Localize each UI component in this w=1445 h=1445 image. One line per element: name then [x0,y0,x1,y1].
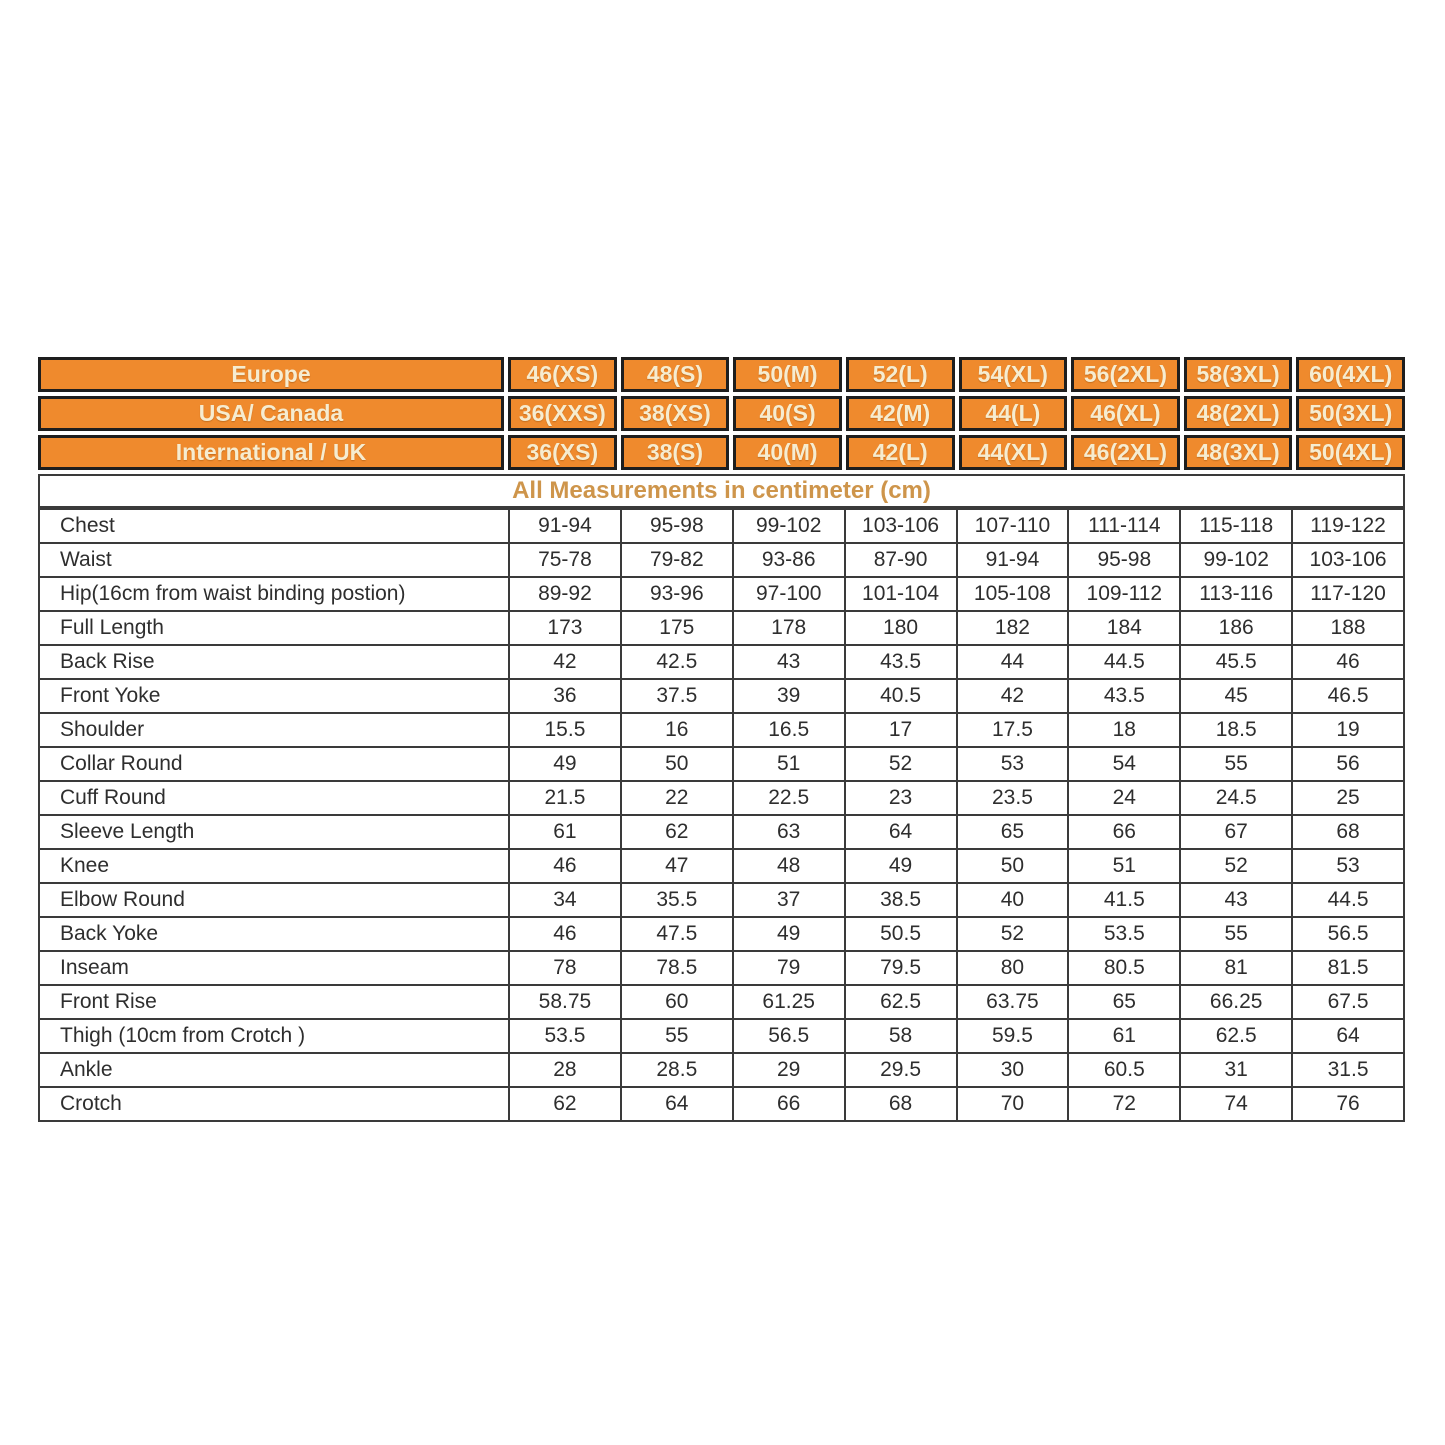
measurement-value-cell: 50 [621,747,733,781]
measurement-value-cell: 43.5 [845,645,957,679]
measurement-row [39,815,1404,849]
measurement-value-cell: 37.5 [621,679,733,713]
measurement-value-cell: 81.5 [1292,951,1404,985]
measurement-value-cell: 188 [1292,611,1404,645]
measurement-value-cell: 79.5 [845,951,957,985]
measurement-value-cell: 78.5 [621,951,733,985]
measurement-value-cell: 22 [621,781,733,815]
measurement-value-cell: 68 [845,1087,957,1121]
header-size-cell: 42(L) [846,435,955,470]
header-size-cell: 38(XS) [621,396,730,431]
header-size-cell: 52(L) [846,357,955,392]
measurement-row [39,917,1404,951]
measurement-value-cell: 65 [957,815,1069,849]
header-size-cell: 38(S) [621,435,730,470]
measurement-value-cell: 95-98 [621,509,733,543]
measurement-value-cell: 37 [733,883,845,917]
measurement-value-cell: 17.5 [957,713,1069,747]
measurement-value-cell: 56.5 [733,1019,845,1053]
measurement-value-cell: 34 [509,883,621,917]
header-size-cell: 46(XL) [1071,396,1180,431]
measurement-value-cell: 44.5 [1292,883,1404,917]
measurement-value-cell: 43.5 [1068,679,1180,713]
measurement-label-cell: Front Yoke [39,679,509,713]
measurement-unit-note: All Measurements in centimeter (cm) [38,474,1405,508]
measurement-value-cell: 52 [957,917,1069,951]
measurement-value-cell: 79 [733,951,845,985]
measurement-label-cell: Elbow Round [39,883,509,917]
measurement-value-cell: 60.5 [1068,1053,1180,1087]
measurement-value-cell: 18.5 [1180,713,1292,747]
measurement-value-cell: 58 [845,1019,957,1053]
measurements-table [38,508,1405,1122]
measurement-value-cell: 35.5 [621,883,733,917]
measurement-value-cell: 22.5 [733,781,845,815]
measurement-value-cell: 16.5 [733,713,845,747]
measurement-value-cell: 184 [1068,611,1180,645]
measurement-value-cell: 53 [957,747,1069,781]
measurement-value-cell: 45.5 [1180,645,1292,679]
measurement-value-cell: 46 [509,917,621,951]
measurement-value-cell: 119-122 [1292,509,1404,543]
measurement-value-cell: 62 [621,815,733,849]
measurement-value-cell: 105-108 [957,577,1069,611]
header-size-cell: 60(4XL) [1296,357,1405,392]
measurement-value-cell: 51 [1068,849,1180,883]
measurement-value-cell: 182 [957,611,1069,645]
measurement-value-cell: 46 [509,849,621,883]
measurement-label-cell: Cuff Round [39,781,509,815]
measurement-value-cell: 58.75 [509,985,621,1019]
header-size-cell: 48(2XL) [1184,396,1293,431]
measurement-label-cell: Collar Round [39,747,509,781]
measurement-value-cell: 24 [1068,781,1180,815]
measurement-value-cell: 48 [733,849,845,883]
measurement-value-cell: 117-120 [1292,577,1404,611]
measurement-value-cell: 53.5 [509,1019,621,1053]
measurement-row [39,985,1404,1019]
header-size-cell: 48(S) [621,357,730,392]
measurement-value-cell: 52 [1180,849,1292,883]
measurement-value-cell: 24.5 [1180,781,1292,815]
measurement-value-cell: 101-104 [845,577,957,611]
measurement-row [39,1087,1404,1121]
measurement-value-cell: 60 [621,985,733,1019]
measurement-row [39,611,1404,645]
measurement-value-cell: 43 [733,645,845,679]
measurement-label-cell: Sleeve Length [39,815,509,849]
measurement-value-cell: 44.5 [1068,645,1180,679]
measurement-value-cell: 79-82 [621,543,733,577]
measurement-value-cell: 115-118 [1180,509,1292,543]
header-size-cell: 50(3XL) [1296,396,1405,431]
measurement-value-cell: 42 [957,679,1069,713]
measurement-value-cell: 64 [1292,1019,1404,1053]
measurement-value-cell: 113-116 [1180,577,1292,611]
measurement-value-cell: 38.5 [845,883,957,917]
measurement-value-cell: 15.5 [509,713,621,747]
measurement-row [39,1053,1404,1087]
measurement-value-cell: 61 [509,815,621,849]
measurement-value-cell: 97-100 [733,577,845,611]
measurement-value-cell: 66 [1068,815,1180,849]
measurement-value-cell: 81 [1180,951,1292,985]
measurement-value-cell: 16 [621,713,733,747]
measurement-value-cell: 25 [1292,781,1404,815]
measurement-value-cell: 51 [733,747,845,781]
measurement-value-cell: 61 [1068,1019,1180,1053]
measurement-value-cell: 93-86 [733,543,845,577]
measurement-value-cell: 49 [509,747,621,781]
measurement-value-cell: 89-92 [509,577,621,611]
measurement-row [39,679,1404,713]
measurement-value-cell: 50 [957,849,1069,883]
measurement-row [39,849,1404,883]
measurement-value-cell: 67 [1180,815,1292,849]
measurement-label-cell: Thigh (10cm from Crotch ) [39,1019,509,1053]
header-size-cell: 46(XS) [508,357,617,392]
measurement-value-cell: 186 [1180,611,1292,645]
measurement-value-cell: 63.75 [957,985,1069,1019]
measurement-value-cell: 59.5 [957,1019,1069,1053]
measurement-value-cell: 55 [1180,747,1292,781]
measurement-value-cell: 93-96 [621,577,733,611]
measurement-value-cell: 66.25 [1180,985,1292,1019]
header-size-cell: 56(2XL) [1071,357,1180,392]
measurement-value-cell: 45 [1180,679,1292,713]
measurement-value-cell: 29 [733,1053,845,1087]
measurement-row [39,509,1404,543]
measurement-value-cell: 109-112 [1068,577,1180,611]
header-size-cell: 36(XXS) [508,396,617,431]
header-size-cell: 36(XS) [508,435,617,470]
measurement-label-cell: Full Length [39,611,509,645]
measurement-row [39,1019,1404,1053]
measurement-label-cell: Back Yoke [39,917,509,951]
measurement-value-cell: 40.5 [845,679,957,713]
measurement-value-cell: 23.5 [957,781,1069,815]
header-size-cell: 40(S) [733,396,842,431]
measurement-value-cell: 67.5 [1292,985,1404,1019]
measurement-value-cell: 49 [845,849,957,883]
header-size-cell: 44(L) [959,396,1068,431]
measurement-value-cell: 29.5 [845,1053,957,1087]
measurement-value-cell: 80.5 [1068,951,1180,985]
header-size-cell: 54(XL) [959,357,1068,392]
measurement-value-cell: 56 [1292,747,1404,781]
measurement-value-cell: 95-98 [1068,543,1180,577]
measurement-value-cell: 91-94 [509,509,621,543]
measurement-row [39,883,1404,917]
measurement-value-cell: 99-102 [1180,543,1292,577]
measurement-value-cell: 36 [509,679,621,713]
size-conversion-header [38,357,1405,470]
measurement-value-cell: 55 [621,1019,733,1053]
measurement-value-cell: 72 [1068,1087,1180,1121]
measurement-value-cell: 63 [733,815,845,849]
header-region-label: Europe [38,357,504,392]
measurement-value-cell: 19 [1292,713,1404,747]
measurement-value-cell: 87-90 [845,543,957,577]
measurement-value-cell: 53 [1292,849,1404,883]
measurement-value-cell: 99-102 [733,509,845,543]
measurement-value-cell: 50.5 [845,917,957,951]
measurement-label-cell: Waist [39,543,509,577]
measurement-label-cell: Knee [39,849,509,883]
measurement-value-cell: 42.5 [621,645,733,679]
measurement-value-cell: 43 [1180,883,1292,917]
measurement-value-cell: 74 [1180,1087,1292,1121]
measurement-value-cell: 68 [1292,815,1404,849]
measurement-label-cell: Hip(16cm from waist binding postion) [39,577,509,611]
header-region-label: USA/ Canada [38,396,504,431]
measurement-value-cell: 65 [1068,985,1180,1019]
measurement-label-cell: Shoulder [39,713,509,747]
measurement-value-cell: 28.5 [621,1053,733,1087]
measurement-value-cell: 46 [1292,645,1404,679]
measurement-value-cell: 30 [957,1053,1069,1087]
header-size-cell: 48(3XL) [1184,435,1293,470]
measurement-row [39,645,1404,679]
measurement-value-cell: 23 [845,781,957,815]
header-size-cell: 50(4XL) [1296,435,1405,470]
measurement-value-cell: 80 [957,951,1069,985]
measurement-label-cell: Inseam [39,951,509,985]
measurement-value-cell: 103-106 [845,509,957,543]
measurement-value-cell: 107-110 [957,509,1069,543]
measurement-value-cell: 55 [1180,917,1292,951]
measurement-value-cell: 31 [1180,1053,1292,1087]
measurement-value-cell: 64 [845,815,957,849]
measurement-value-cell: 66 [733,1087,845,1121]
measurement-label-cell: Crotch [39,1087,509,1121]
measurement-row [39,543,1404,577]
measurement-row [39,747,1404,781]
header-size-cell: 40(M) [733,435,842,470]
measurement-value-cell: 40 [957,883,1069,917]
measurement-value-cell: 44 [957,645,1069,679]
measurement-value-cell: 62 [509,1087,621,1121]
measurement-value-cell: 31.5 [1292,1053,1404,1087]
measurement-row [39,713,1404,747]
measurement-value-cell: 175 [621,611,733,645]
measurement-value-cell: 78 [509,951,621,985]
measurement-value-cell: 76 [1292,1087,1404,1121]
measurement-value-cell: 75-78 [509,543,621,577]
measurement-value-cell: 28 [509,1053,621,1087]
measurement-value-cell: 17 [845,713,957,747]
measurement-row [39,781,1404,815]
measurement-value-cell: 52 [845,747,957,781]
measurement-value-cell: 47 [621,849,733,883]
measurement-value-cell: 111-114 [1068,509,1180,543]
measurement-value-cell: 180 [845,611,957,645]
measurement-value-cell: 47.5 [621,917,733,951]
header-size-cell: 58(3XL) [1184,357,1293,392]
measurement-row [39,577,1404,611]
measurement-value-cell: 53.5 [1068,917,1180,951]
measurement-label-cell: Front Rise [39,985,509,1019]
measurement-value-cell: 61.25 [733,985,845,1019]
measurement-value-cell: 91-94 [957,543,1069,577]
measurement-value-cell: 39 [733,679,845,713]
measurement-value-cell: 18 [1068,713,1180,747]
measurement-value-cell: 54 [1068,747,1180,781]
measurement-value-cell: 178 [733,611,845,645]
measurement-row [39,951,1404,985]
measurement-value-cell: 42 [509,645,621,679]
measurement-value-cell: 103-106 [1292,543,1404,577]
measurement-label-cell: Back Rise [39,645,509,679]
header-size-cell: 44(XL) [959,435,1068,470]
header-size-cell: 46(2XL) [1071,435,1180,470]
header-size-cell: 50(M) [733,357,842,392]
header-region-label: International / UK [38,435,504,470]
measurement-value-cell: 62.5 [845,985,957,1019]
measurement-value-cell: 56.5 [1292,917,1404,951]
header-size-cell: 42(M) [846,396,955,431]
measurement-value-cell: 49 [733,917,845,951]
measurement-value-cell: 64 [621,1087,733,1121]
size-chart [38,357,1405,1122]
measurement-value-cell: 173 [509,611,621,645]
measurement-value-cell: 70 [957,1087,1069,1121]
measurement-value-cell: 62.5 [1180,1019,1292,1053]
measurement-label-cell: Chest [39,509,509,543]
measurement-label-cell: Ankle [39,1053,509,1087]
measurement-value-cell: 46.5 [1292,679,1404,713]
measurement-value-cell: 21.5 [509,781,621,815]
measurement-value-cell: 41.5 [1068,883,1180,917]
